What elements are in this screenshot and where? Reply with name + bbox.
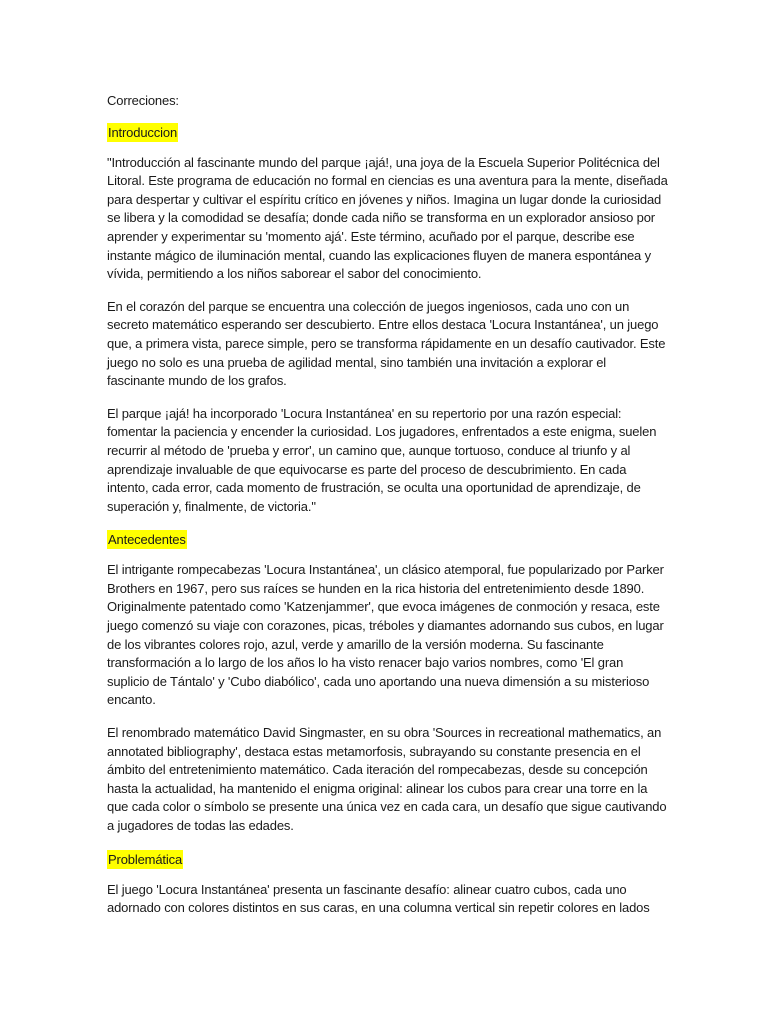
paragraph	[107, 881, 663, 918]
text-line: aprendizaje invaluable de que equivocarse es parte del proceso de descubrimiento. En cada	[107, 461, 627, 477]
text-line: fascinante mundo de los grafos.	[107, 373, 287, 389]
paragraph	[107, 724, 667, 836]
section-heading: Introduccion	[108, 124, 178, 140]
paragraph	[107, 561, 663, 710]
text-line: juego no solo es una prueba de agilidad mental, sino también una invitación a explorar el	[107, 354, 607, 370]
text-line: juego comenzó su viaje con corazones, picas, tréboles y diamantes adornando sus cubos, en lugar	[107, 618, 664, 634]
document-page	[107, 92, 668, 932]
text-line: "Introducción al fascinante mundo del parque ¡ajá!, una joya de la Escuela Superior Politécnica del	[107, 154, 660, 170]
text-line: superación y, finalmente, de victoria."	[107, 498, 316, 514]
text-line: Originalmente patentado como 'Katzenjammer', que evoca imágenes de conmoción y resaca, este	[107, 599, 660, 615]
text-line: fomentar la paciencia y encender la curiosidad. Los jugadores, enfrentados a este enigma, suelen	[107, 424, 657, 440]
section-heading: Antecedentes	[108, 532, 186, 548]
text-line: recurrir al método de 'prueba y error', un camino que, aunque tortuoso, conduce al triunfo y al	[107, 442, 631, 458]
section-heading-wrapper	[107, 530, 663, 549]
text-line: instante mágico de iluminación mental, cuando las explicaciones fluyen de manera espontánea y	[107, 247, 651, 263]
section-heading-wrapper	[107, 850, 663, 869]
text-line: para despertar y cultivar el espíritu crítico en jóvenes y niños. Imagina un lugar donde la curiosidad	[107, 191, 662, 207]
text-line: Litoral. Este programa de educación no formal en ciencias es una aventura para la mente, diseñada	[107, 173, 668, 189]
text-line: que, a primera vista, parece simple, pero se transforma rápidamente en un desafío cautivador. Este	[107, 335, 666, 351]
text-line: En el corazón del parque se encuentra una colección de juegos ingeniosos, cada uno con un	[107, 298, 630, 314]
text-line: transformación a lo largo de los años lo ha visto renacer bajo varios nombres, como 'El gran	[107, 655, 624, 671]
text-line: que cada color o símbolo se presente una única vez en cada cara, un desafío que sigue cautivando	[107, 799, 667, 815]
text-line: adornado con colores distintos en sus caras, en una columna vertical sin repetir colores en lados	[107, 900, 650, 916]
section-heading-wrapper	[107, 123, 663, 142]
text-line: El intrigante rompecabezas 'Locura Instantánea', un clásico atemporal, fue popularizado por Parker	[107, 562, 664, 578]
text-line: se libera y la comodidad se desafía; donde cada niño se transforma en un explorador ansioso por	[107, 210, 655, 226]
section-heading: Problemática	[108, 851, 183, 867]
text-line: hasta la actualidad, ha mantenido el enigma original: alinear los cubos para crear una torre en la	[107, 780, 648, 796]
text-line: annotated bibliography', destaca estas metamorfosis, subrayando su constante presencia en el	[107, 743, 641, 759]
text-line: El parque ¡ajá! ha incorporado 'Locura Instantánea' en su repertorio por una razón especial:	[107, 405, 622, 421]
text-line: a jugadores de todas las edades.	[107, 818, 294, 833]
text-line: secreto matemático esperando ser descubierto. Entre ellos destaca 'Locura Instantánea', un juego	[107, 317, 659, 333]
document-title: Correciones:	[107, 93, 179, 108]
text-line: vívida, permitiendo a los niños saborear el sabor del conocimiento.	[107, 266, 482, 282]
paragraph	[107, 405, 663, 517]
document-body	[107, 123, 668, 918]
text-line: El juego 'Locura Instantánea' presenta un fascinante desafío: alinear cuatro cubos, cada uno	[107, 881, 627, 897]
text-line: Brothers en 1967, pero sus raíces se hunden en la rica historia del entretenimiento desde 1890.	[107, 580, 645, 596]
text-line: de los vibrantes colores rojo, azul, verde y amarillo de la versión moderna. Su fascinante	[107, 636, 604, 652]
text-line: ámbito del entretenimiento matemático. Cada iteración del rompecabezas, desde su concepción	[107, 762, 648, 778]
text-line: El renombrado matemático David Singmaster, en su obra 'Sources in recreational mathematics, an	[107, 725, 662, 741]
paragraph	[107, 154, 668, 284]
text-line: suplicio de Tántalo' y 'Cubo diabólico', cada uno aportando una nueva dimensión a su misterioso	[107, 673, 650, 689]
text-line: intento, cada error, cada momento de frustración, se oculta una oportunidad de aprendizaje, de	[107, 480, 641, 496]
paragraph	[107, 298, 666, 391]
text-line: encanto.	[107, 692, 156, 708]
text-line: aprender y experimentar su 'momento ajá'. Este término, acuñado por el parque, describe ese	[107, 228, 635, 244]
